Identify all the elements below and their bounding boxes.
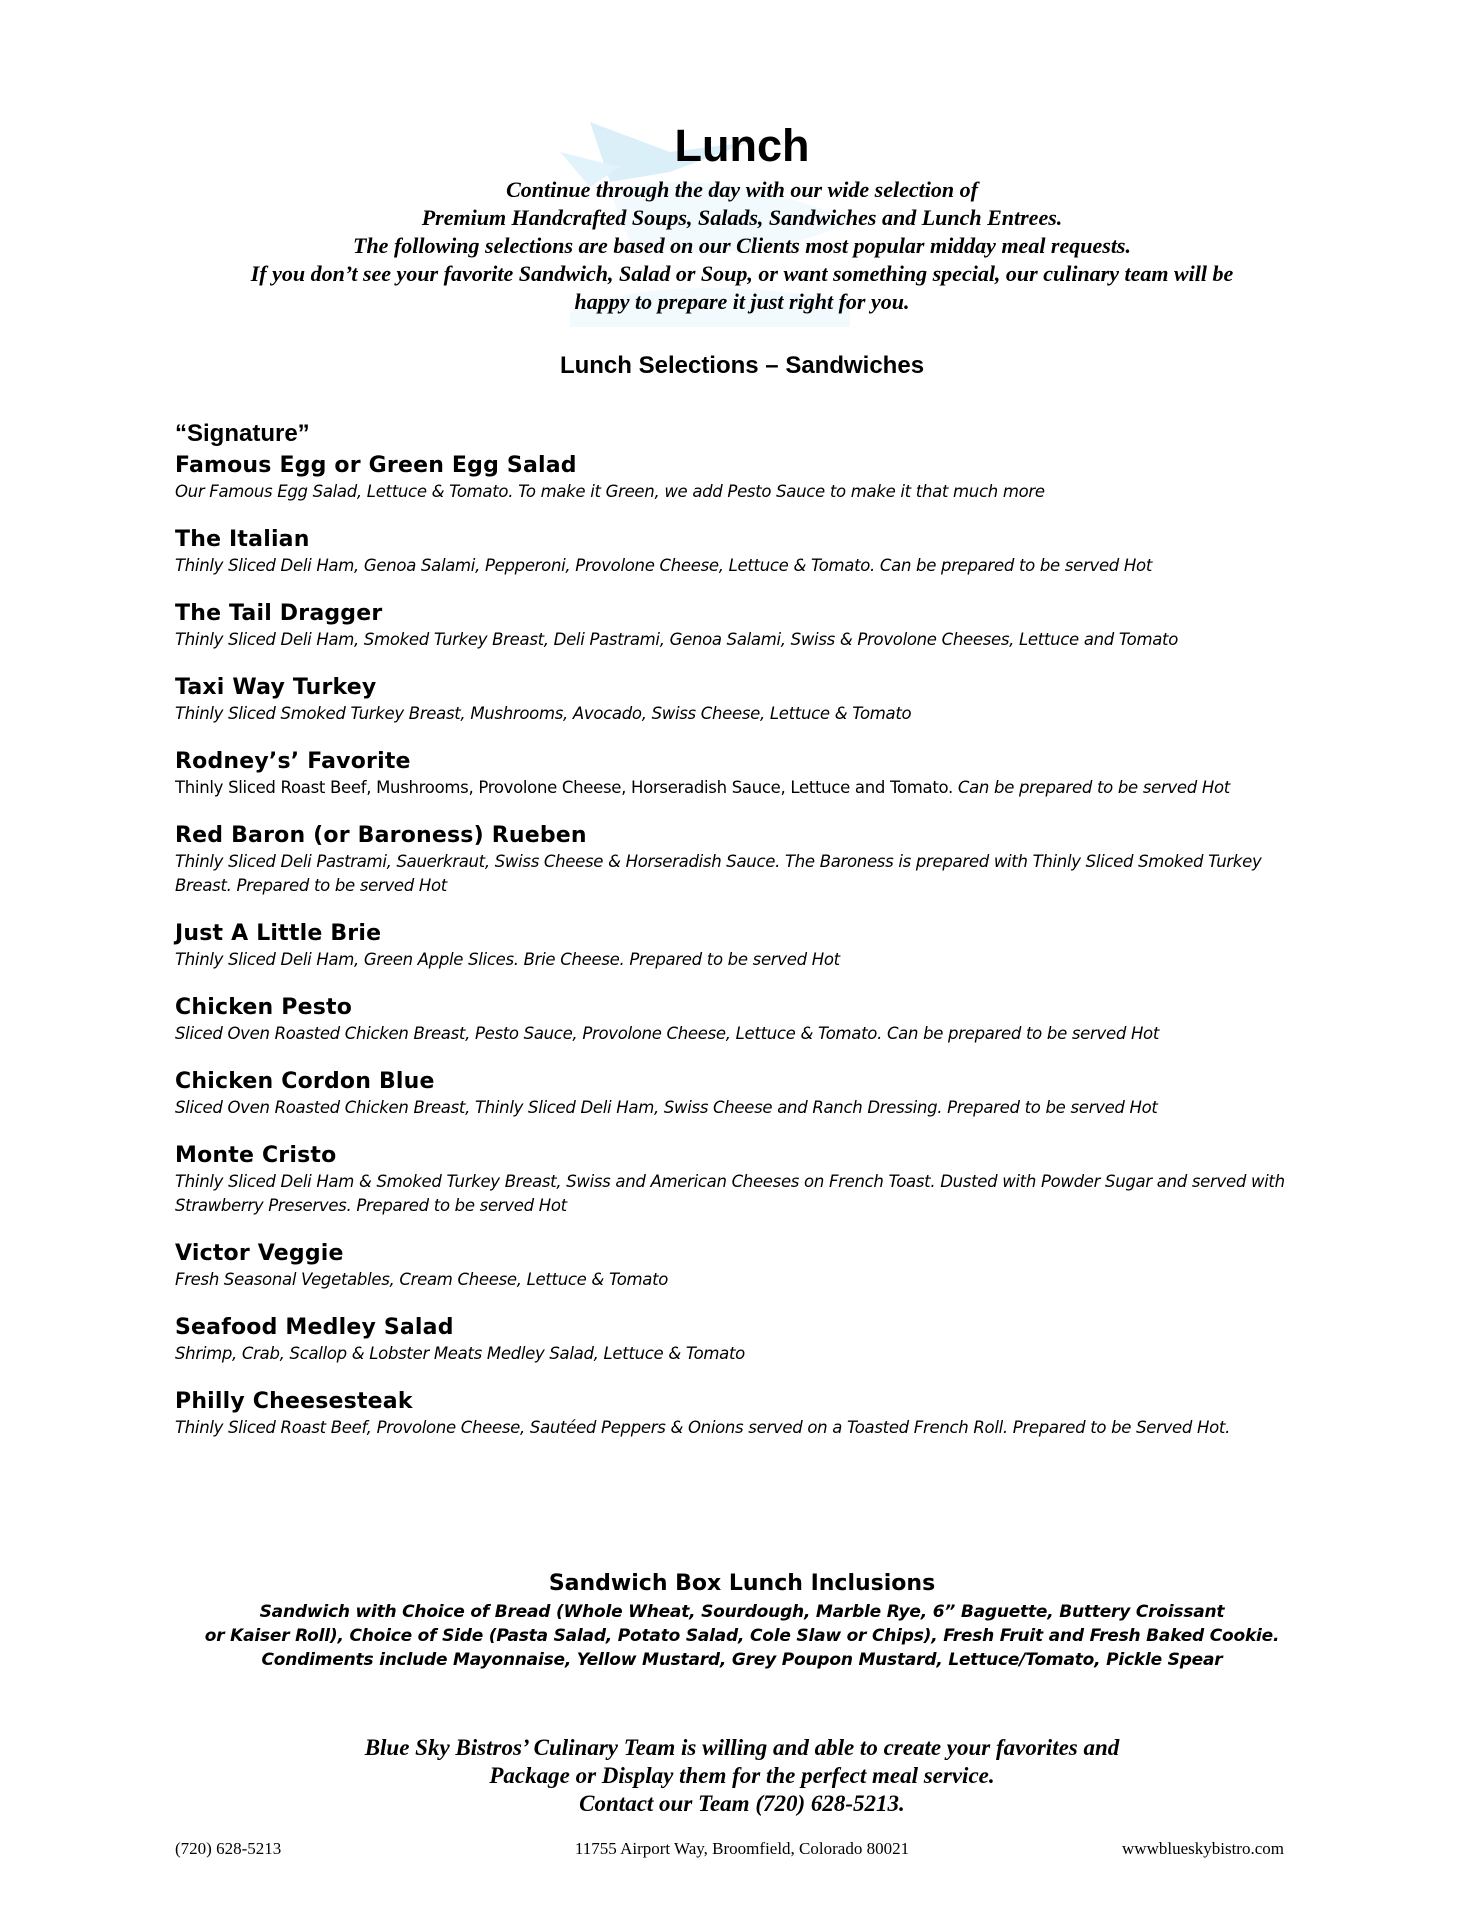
closing-line: Package or Display them for the perfect meal service.: [489, 1763, 995, 1788]
page-title: Lunch: [674, 120, 810, 171]
intro-line: Premium Handcrafted Soups, Salads, Sandwiches and Lunch Entrees.: [421, 205, 1063, 230]
item-name: Chicken Cordon Blue: [175, 1069, 435, 1094]
intro-text: [120, 176, 1364, 316]
intro-line: The following selections are based on our Clients most popular midday meal requests.: [353, 233, 1131, 258]
menu-item: [175, 748, 1285, 800]
footer-website: wwwblueskybistro.com: [1122, 1839, 1284, 1858]
box-lunch-line: Sandwich with Choice of Bread (Whole Wheat, Sourdough, Marble Rye, 6” Baguette, Buttery Croissant: [259, 1602, 1225, 1622]
item-description: Our Famous Egg Salad, Lettuce & Tomato. To make it Green, we add Pesto Sauce to make it that much more: [175, 482, 1045, 501]
item-description-plain: Thinly Sliced Roast Beef, Mushrooms, Provolone Cheese, Horseradish Sauce, Lettuce and Tomato.: [175, 778, 958, 797]
item-description: Sliced Oven Roasted Chicken Breast, Pesto Sauce, Provolone Cheese, Lettuce & Tomato. Can be prepared to be served Hot: [175, 1024, 1160, 1043]
menu-item: [175, 526, 1285, 578]
item-name: The Italian: [175, 527, 310, 552]
menu-item: [175, 600, 1285, 652]
item-name: Victor Veggie: [175, 1241, 344, 1266]
item-name: Red Baron (or Baroness) Rueben: [175, 823, 587, 848]
item-name: Taxi Way Turkey: [175, 675, 377, 700]
item-name: Rodney’s’ Favorite: [175, 749, 411, 774]
menu-item: [175, 994, 1285, 1046]
box-lunch-title: Sandwich Box Lunch Inclusions: [548, 1571, 936, 1596]
menu-item: [175, 674, 1285, 726]
item-description: Thinly Sliced Smoked Turkey Breast, Mushrooms, Avocado, Swiss Cheese, Lettuce & Tomato: [175, 704, 912, 723]
item-description: Thinly Sliced Deli Ham, Genoa Salami, Pepperoni, Provolone Cheese, Lettuce & Tomato. Can be prepared to be served Hot: [175, 556, 1152, 575]
item-description: Sliced Oven Roasted Chicken Breast, Thinly Sliced Deli Ham, Swiss Cheese and Ranch Dressing. Prepared to be served Hot: [175, 1098, 1158, 1117]
sandwich-list: [175, 452, 1285, 1462]
closing-line: Contact our Team (720) 628-5213.: [579, 1791, 905, 1816]
menu-item: [175, 1240, 1285, 1292]
signature-label: “Signature”: [175, 420, 310, 447]
menu-item: [175, 1314, 1285, 1366]
menu-item: [175, 1388, 1285, 1440]
intro-line: If you don’t see your favorite Sandwich, Salad or Soup, or want something special, our culinary team will be: [250, 261, 1234, 286]
menu-item: [175, 1068, 1285, 1120]
item-description: Thinly Sliced Deli Ham & Smoked Turkey Breast, Swiss and American Cheeses on French Toast. Dusted with Powder Sugar and served with Strawberry Preserves. Prepared to be served Hot: [175, 1172, 1285, 1215]
item-description: Thinly Sliced Roast Beef, Provolone Cheese, Sautéed Peppers & Onions served on a Toasted French Roll. Prepared to be Served Hot.: [175, 1418, 1231, 1437]
item-name: The Tail Dragger: [175, 601, 383, 626]
item-name: Famous Egg or Green Egg Salad: [175, 453, 577, 478]
section-title: Lunch Selections – Sandwiches: [559, 352, 925, 379]
box-lunch-line: Condiments include Mayonnaise, Yellow Mustard, Grey Poupon Mustard, Lettuce/Tomato, Pickle Spear: [261, 1650, 1223, 1670]
item-name: Just A Little Brie: [175, 921, 382, 946]
item-description: Thinly Sliced Deli Ham, Smoked Turkey Breast, Deli Pastrami, Genoa Salami, Swiss & Provolone Cheeses, Lettuce and Tomato: [175, 630, 1179, 649]
item-description-italic: Can be prepared to be served Hot: [957, 778, 1230, 797]
item-name: Philly Cheesesteak: [175, 1389, 413, 1414]
menu-item: [175, 920, 1285, 972]
footer-address: 11755 Airport Way, Broomfield, Colorado 80021: [574, 1839, 910, 1858]
menu-item: [175, 452, 1285, 504]
box-lunch-inclusions: [120, 1600, 1364, 1672]
box-lunch-line: or Kaiser Roll), Choice of Side (Pasta Salad, Potato Salad, Cole Slaw or Chips), Fresh Fruit and Fresh Baked Cookie.: [204, 1626, 1280, 1646]
menu-item: [175, 822, 1285, 898]
closing-line: Blue Sky Bistros’ Culinary Team is willing and able to create your favorites and: [364, 1735, 1120, 1760]
item-name: Monte Cristo: [175, 1143, 337, 1168]
item-name: Seafood Medley Salad: [175, 1315, 454, 1340]
item-description: Fresh Seasonal Vegetables, Cream Cheese, Lettuce & Tomato: [175, 1270, 669, 1289]
item-description: Shrimp, Crab, Scallop & Lobster Meats Medley Salad, Lettuce & Tomato: [175, 1344, 745, 1363]
footer-phone: (720) 628-5213: [175, 1839, 282, 1858]
intro-line: Continue through the day with our wide selection of: [506, 177, 978, 202]
item-name: Chicken Pesto: [175, 995, 353, 1020]
intro-line: happy to prepare it just right for you.: [574, 289, 910, 314]
item-description: Thinly Sliced Deli Pastrami, Sauerkraut, Swiss Cheese & Horseradish Sauce. The Baroness is prepared with Thinly Sliced Smoked Turkey Breast. Prepared to be served Hot: [175, 852, 1262, 895]
closing-text: [120, 1734, 1364, 1818]
menu-item: [175, 1142, 1285, 1218]
item-description: Thinly Sliced Deli Ham, Green Apple Slices. Brie Cheese. Prepared to be served Hot: [175, 950, 840, 969]
item-description: [175, 776, 1285, 800]
